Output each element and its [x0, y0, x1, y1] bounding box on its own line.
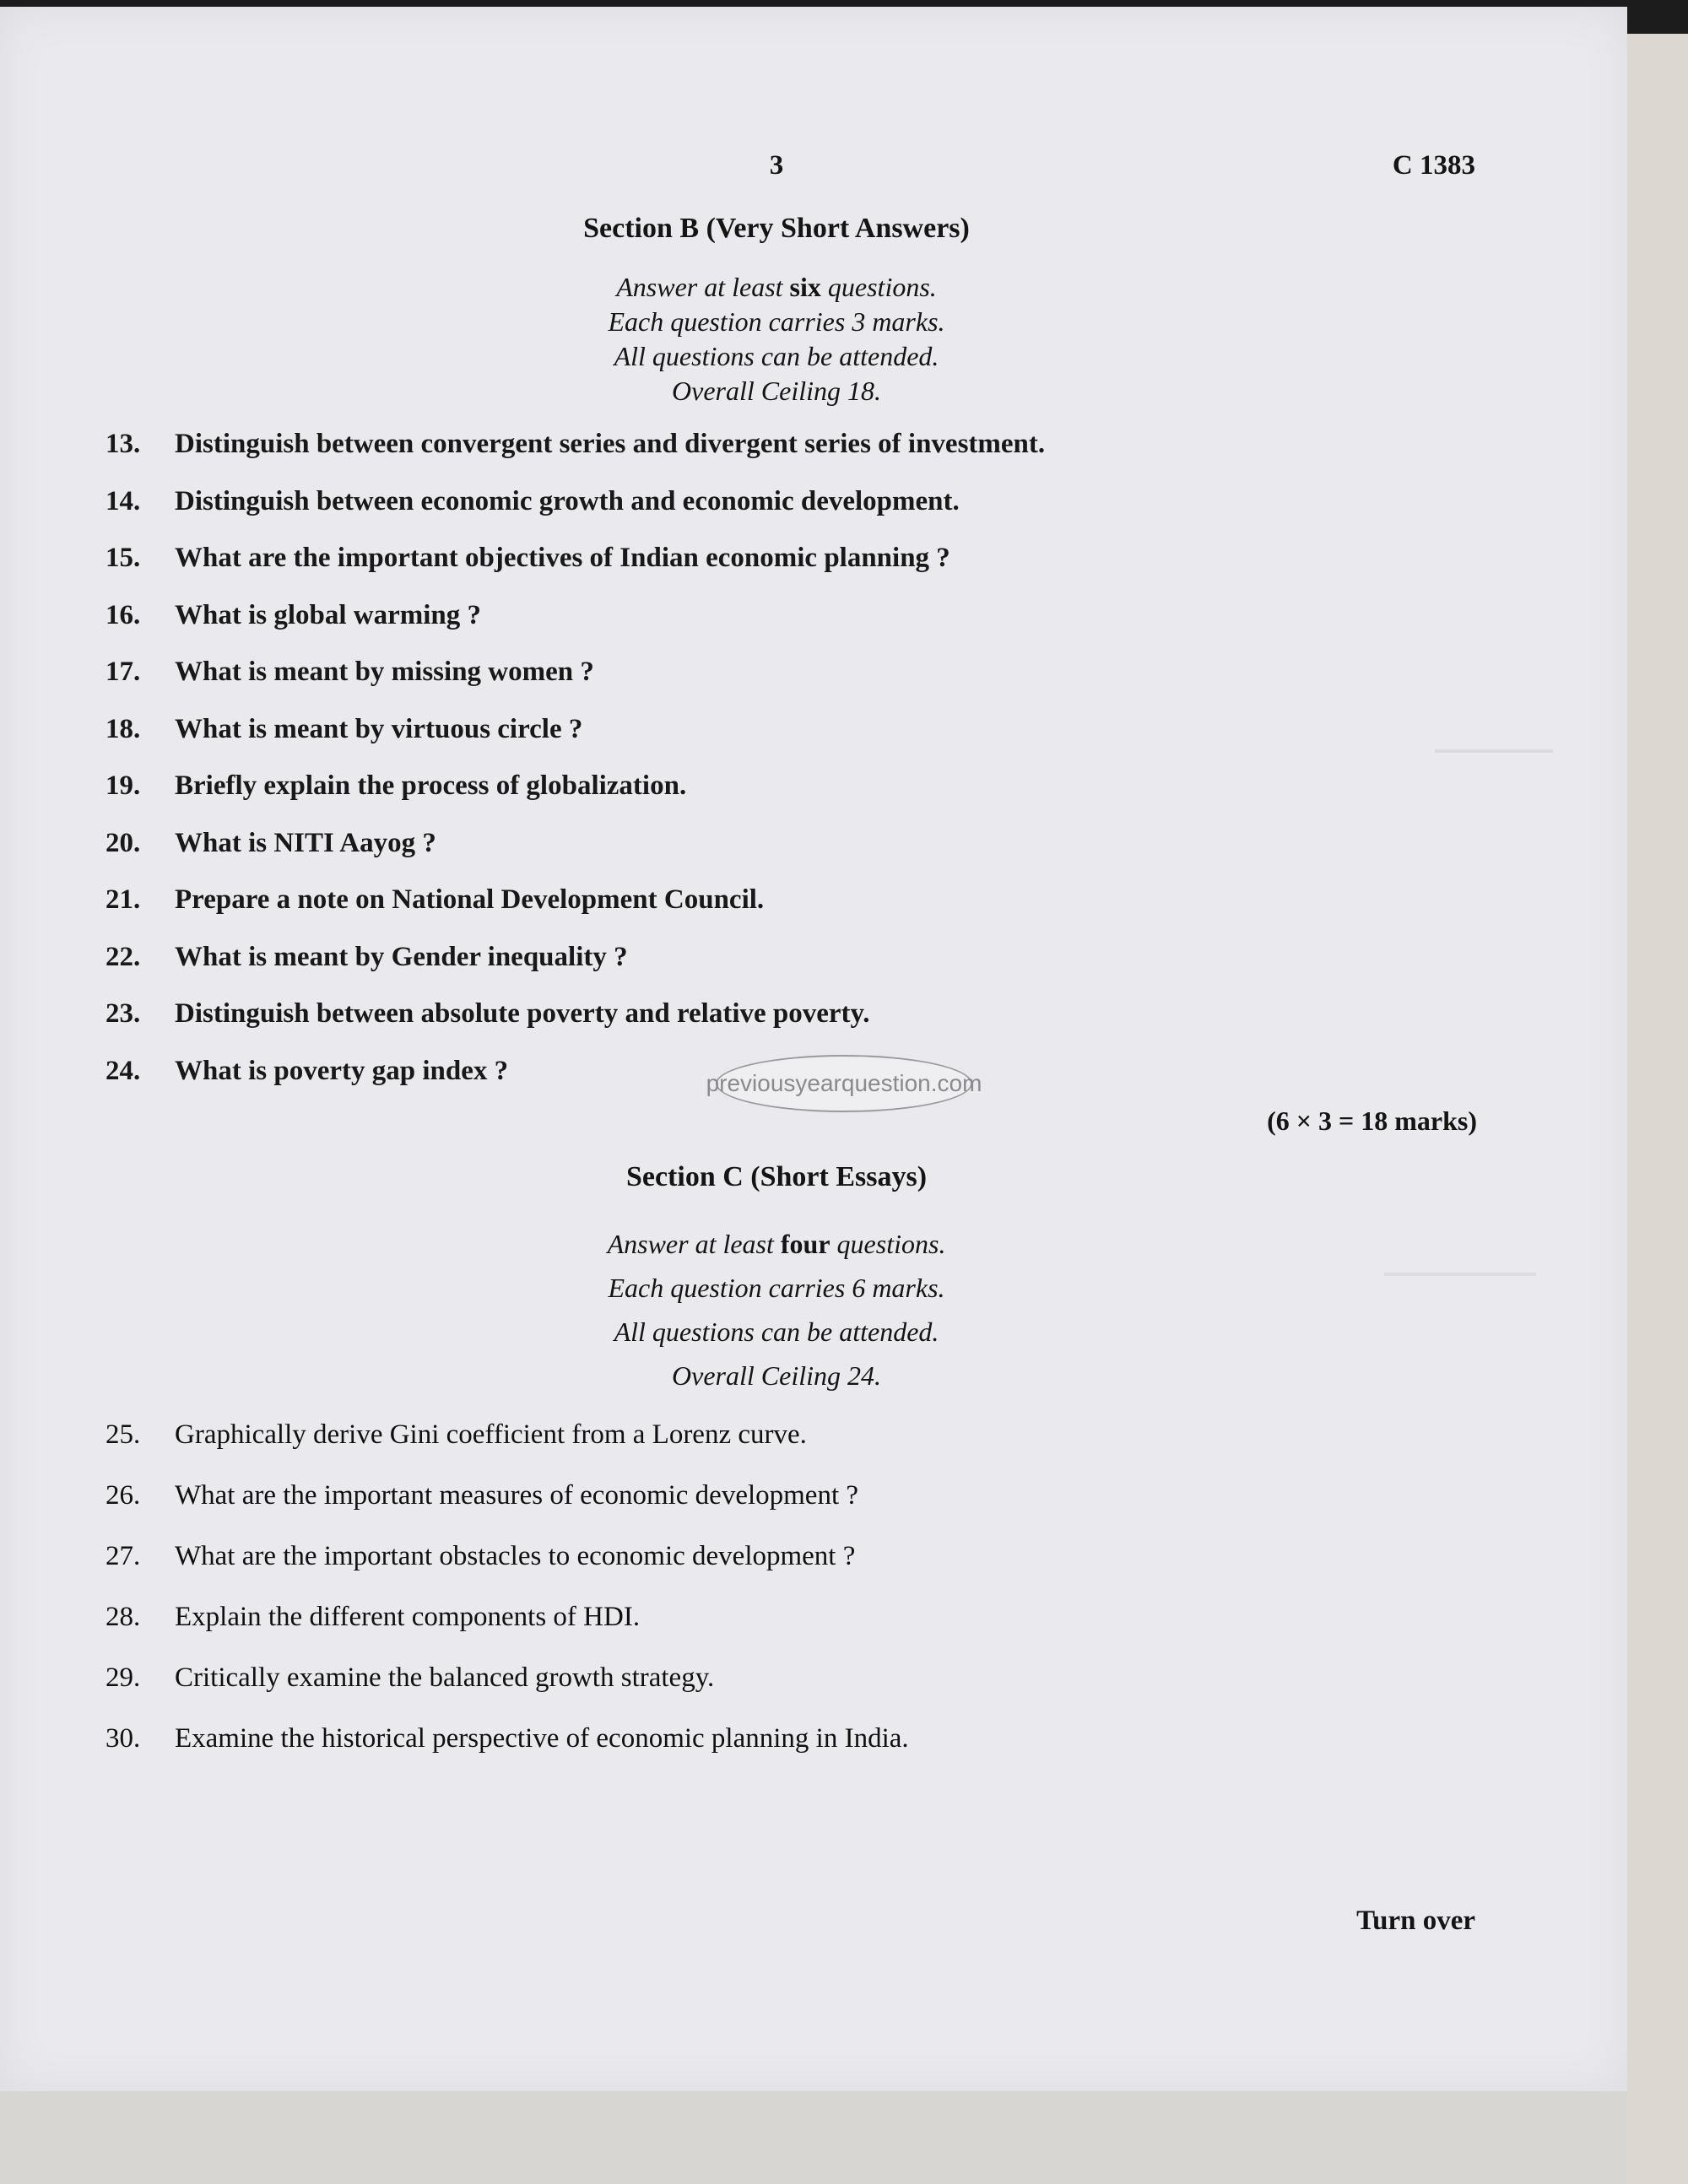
question-item — [106, 427, 1490, 484]
question-text: What are the important obstacles to economic development ? — [175, 1541, 856, 1571]
turn-over-note: Turn over — [1356, 1906, 1475, 1936]
page-number: 3 — [769, 150, 784, 181]
question-text: What is global warming ? — [175, 599, 482, 630]
watermark-logo: previousyearquestion.com — [716, 1055, 972, 1112]
question-number: 18. — [106, 713, 141, 744]
question-item — [106, 655, 1490, 712]
question-text: What is poverty gap index ? — [175, 1055, 509, 1086]
question-item — [106, 769, 1490, 826]
section-c-title: Section C (Short Essays) — [625, 1161, 928, 1192]
question-text: Distinguish between economic growth and economic development. — [175, 485, 960, 516]
question-text: Distinguish between absolute poverty and relative poverty. — [175, 998, 870, 1029]
question-item — [106, 1600, 1490, 1661]
section-b-ceiling: Overall Ceiling 18. — [672, 376, 881, 406]
question-text: What is NITI Aayog ? — [175, 827, 436, 858]
section-b-title: Section B (Very Short Answers) — [583, 213, 970, 244]
section-c-attend: All questions can be attended. — [614, 1316, 939, 1347]
section-b-attend: All questions can be attended. — [614, 341, 939, 371]
question-text: Distinguish between convergent series and divergent series of investment. — [175, 429, 1046, 459]
instr-count: four — [780, 1229, 830, 1259]
question-text: Explain the different components of HDI. — [175, 1602, 641, 1632]
section-b-marks-each: Each question carries 3 marks. — [608, 306, 945, 337]
question-number: 28. — [106, 1602, 141, 1632]
section-c-answer-instruction — [0, 1222, 1553, 1266]
question-number: 24. — [106, 1055, 141, 1086]
background-bottom-edge — [0, 2091, 1627, 2184]
section-b-instructions — [0, 270, 1553, 408]
question-item — [106, 883, 1490, 940]
question-number: 29. — [106, 1662, 141, 1693]
question-item — [106, 997, 1490, 1054]
question-number: 20. — [106, 827, 141, 858]
question-number: 19. — [106, 770, 141, 801]
question-number: 22. — [106, 941, 141, 972]
section-b-answer-instruction — [0, 270, 1553, 305]
question-item — [106, 1418, 1490, 1479]
question-number: 14. — [106, 485, 141, 516]
question-item — [106, 712, 1490, 770]
question-number: 23. — [106, 998, 141, 1029]
instr-prefix: Answer at least — [607, 1229, 774, 1259]
section-c-instructions — [0, 1222, 1553, 1397]
paper-code: C 1383 — [1392, 150, 1475, 181]
question-item — [106, 1479, 1490, 1539]
question-number: 16. — [106, 599, 141, 630]
question-text: Graphically derive Gini coefficient from a Lorenz curve. — [175, 1419, 807, 1450]
question-number: 21. — [106, 884, 141, 915]
question-item — [106, 1539, 1490, 1600]
question-item — [106, 598, 1490, 656]
question-number: 27. — [106, 1541, 141, 1571]
question-number: 26. — [106, 1480, 141, 1511]
section-c-question-list — [106, 1418, 1490, 1782]
question-item — [106, 940, 1490, 997]
question-number: 17. — [106, 657, 141, 687]
instr-prefix: Answer at least — [616, 272, 783, 302]
question-number: 25. — [106, 1419, 141, 1450]
question-text: What is meant by Gender inequality ? — [175, 941, 628, 972]
section-b-question-list — [106, 427, 1490, 1111]
question-text: What are the important measures of economic development ? — [175, 1480, 859, 1511]
question-text: Examine the historical perspective of economic planning in India. — [175, 1723, 909, 1754]
question-text: What is meant by missing women ? — [175, 657, 594, 687]
instr-count: six — [789, 272, 821, 302]
question-item — [106, 484, 1490, 542]
question-item — [106, 826, 1490, 884]
question-text: What are the important objectives of Indian economic planning ? — [175, 543, 950, 573]
question-text: Prepare a note on National Development Council. — [175, 884, 765, 915]
question-item — [106, 1722, 1490, 1782]
question-number: 13. — [106, 429, 141, 459]
section-c-ceiling: Overall Ceiling 24. — [672, 1360, 881, 1391]
section-c-marks-each: Each question carries 6 marks. — [608, 1273, 945, 1303]
question-item — [106, 1661, 1490, 1722]
instr-suffix: questions. — [827, 272, 937, 302]
question-text: What is meant by virtuous circle ? — [175, 713, 583, 744]
question-item — [106, 541, 1490, 598]
instr-suffix: questions. — [836, 1229, 946, 1259]
question-text: Critically examine the balanced growth strategy. — [175, 1662, 715, 1693]
exam-page — [0, 7, 1627, 2091]
section-b-marks-total: (6 × 3 = 18 marks) — [1267, 1106, 1477, 1136]
question-text: Briefly explain the process of globalization. — [175, 770, 687, 801]
question-number: 30. — [106, 1723, 141, 1754]
question-number: 15. — [106, 543, 141, 573]
background-right-edge — [1627, 34, 1688, 2184]
